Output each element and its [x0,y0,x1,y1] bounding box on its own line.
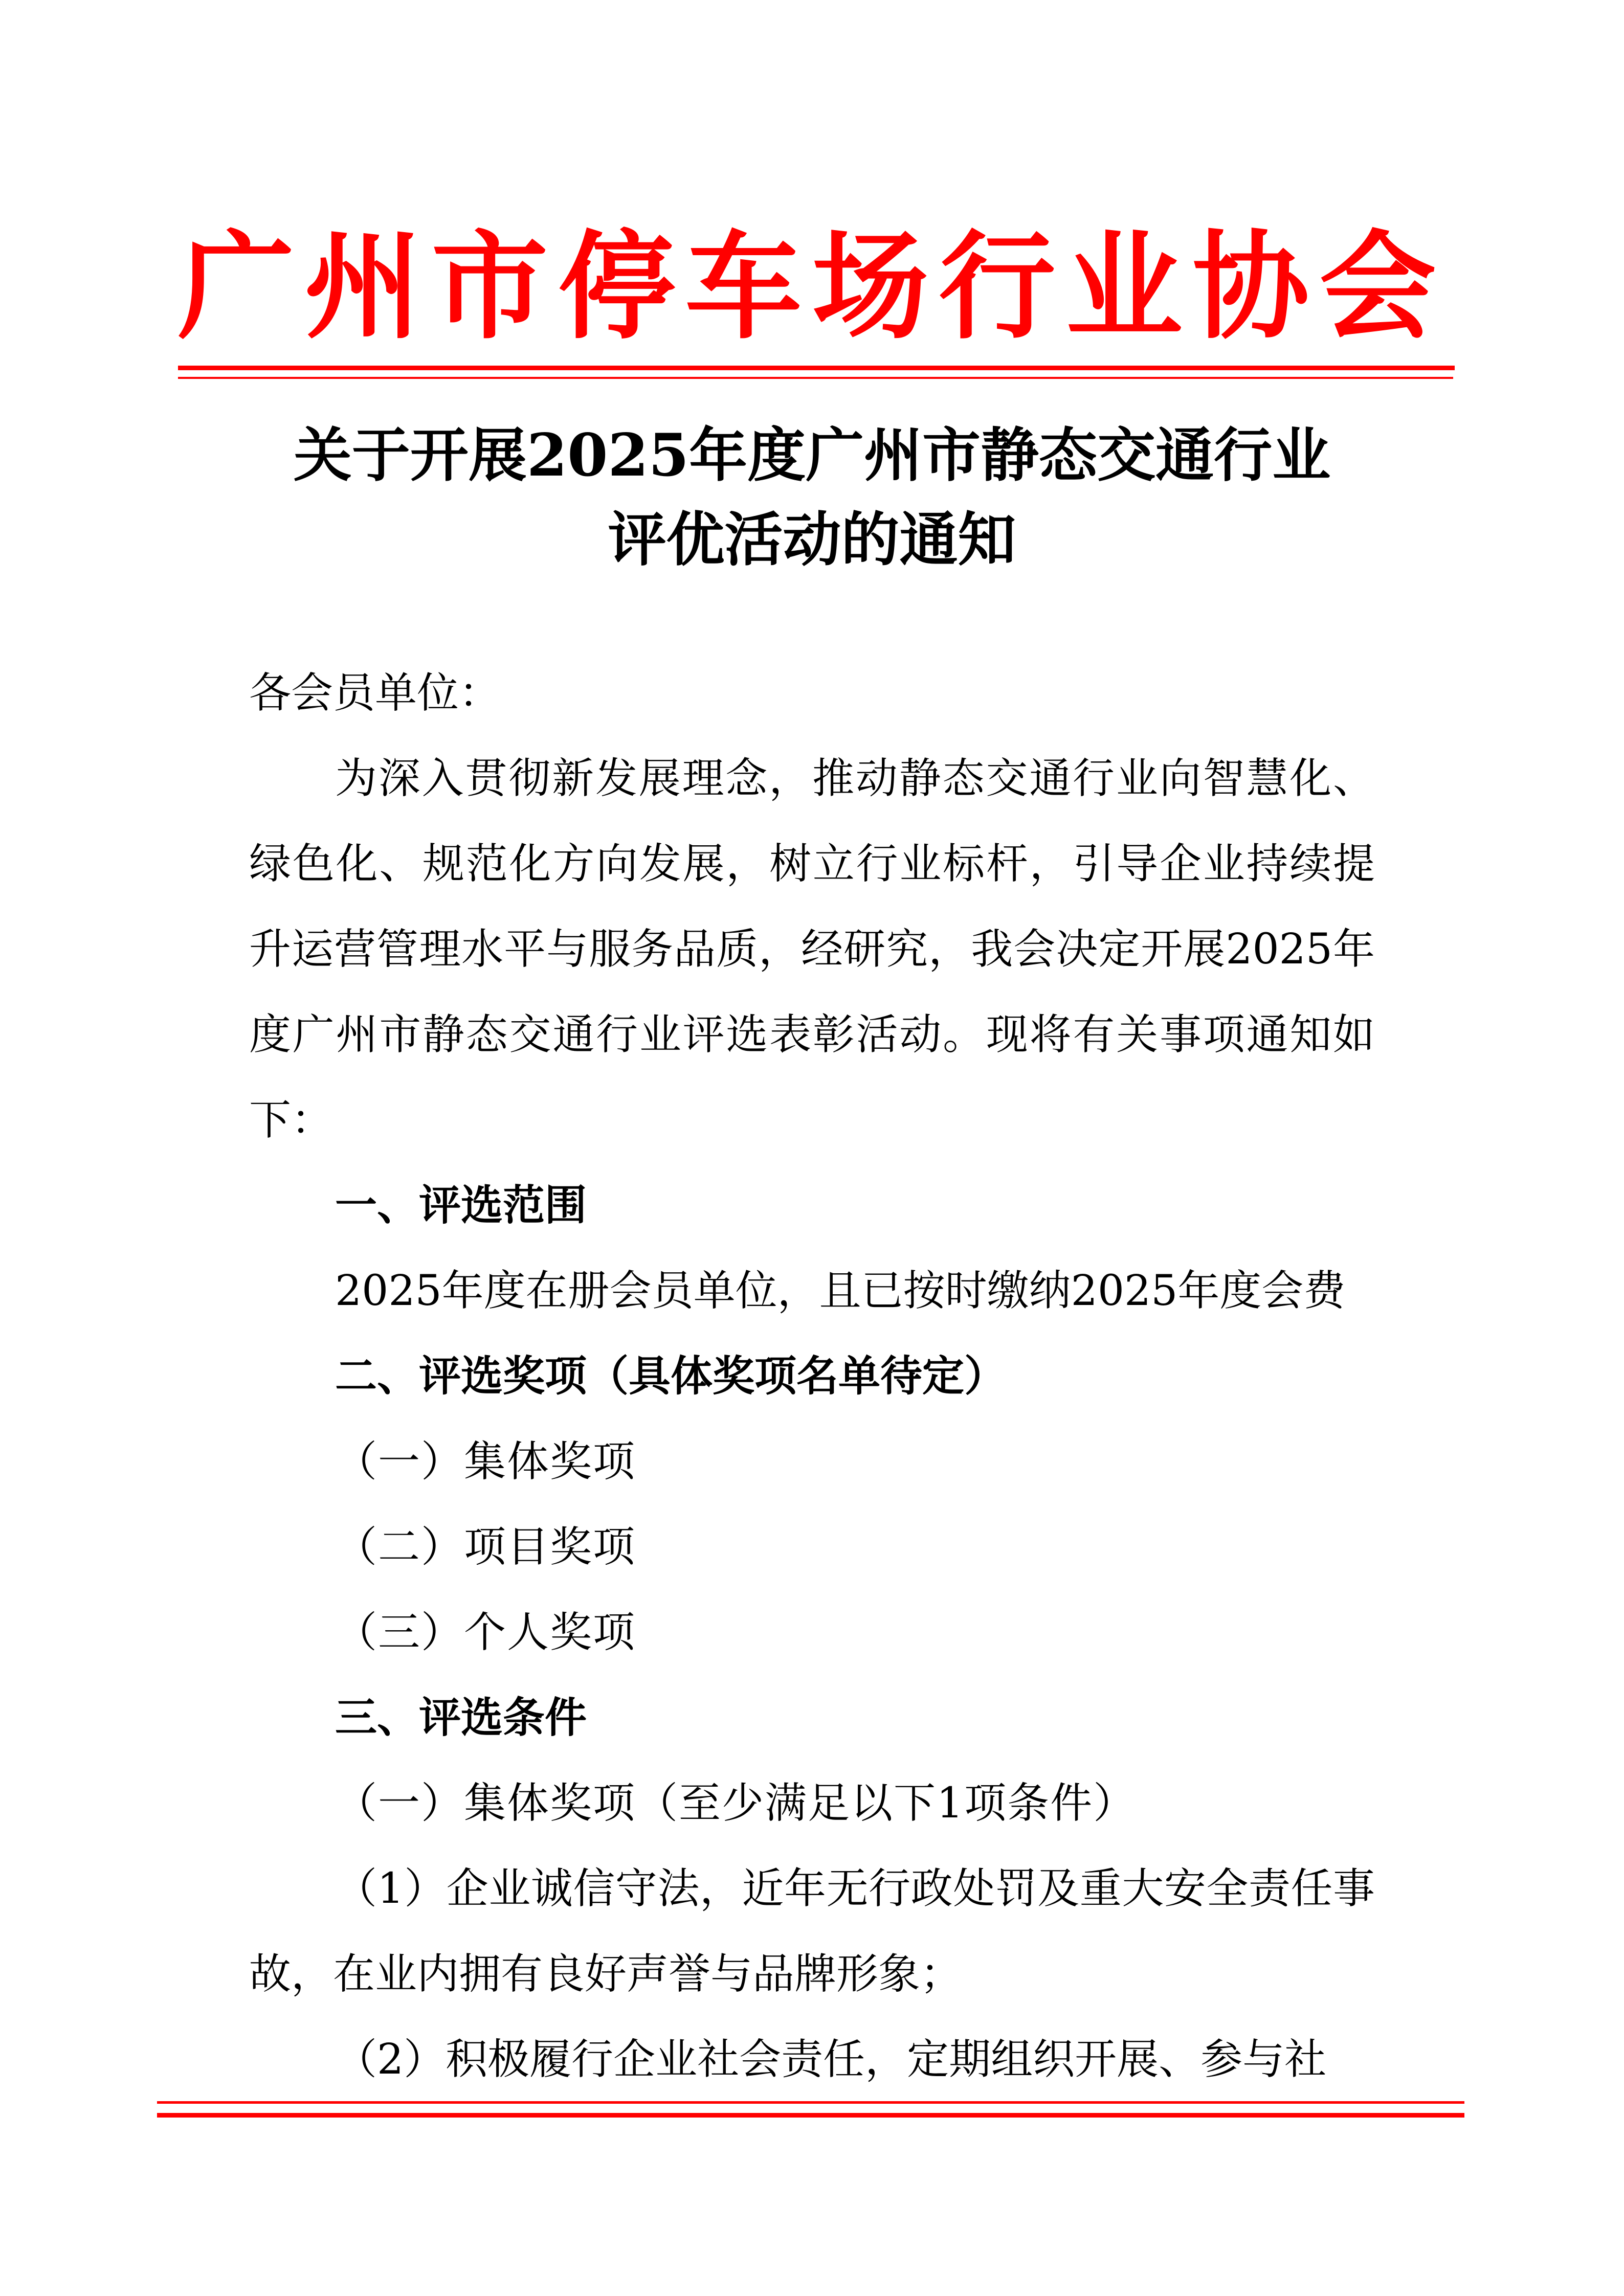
section-heading-scope: 一、评选范围 [335,1181,587,1230]
section-heading-awards: 二、评选奖项（具体奖项名单待定） [335,1352,1007,1401]
condition-item-2: （2）积极履行企业社会责任，定期组织开展、参与社 [335,2035,1327,2084]
document-body [249,650,1375,2102]
award-item-individual: （三）个人奖项 [335,1608,636,1657]
salutation: 各会员单位： [249,669,501,717]
document-title-line-2: 评优活动的通知 [608,505,1016,574]
award-item-collective: （一）集体奖项 [335,1437,636,1486]
award-item-project: （二）项目奖项 [335,1523,636,1571]
document-title-line-1: 关于开展2025年度广州市静态交通行业 [293,421,1331,489]
scope-paragraph: 2025年度在册会员单位，且已按时缴纳2025年度会费 [335,1267,1346,1315]
footer-rule-thin [157,2101,1464,2104]
intro-paragraph: 为深入贯彻新发展理念，推动静态交通行业向智慧化、绿色化、规范化方向发展，树立行业标杆，引导企业持续提升运营管理水平与服务品质，经研究，我会决定开展2025年度广州市静态交通行业评选表彰活动。现将有关事项通知如下： [249,754,1375,1144]
letterhead-org-name: 广州市停车场行业协会 [177,218,1447,355]
footer-rule-thick [157,2113,1464,2118]
letterhead-rule-thick [178,366,1455,370]
conditions-subheading-collective: （一）集体奖项（至少满足以下1项条件） [335,1779,1137,1828]
condition-item-1: （1）企业诚信守法，近年无行政处罚及重大安全责任事故，在业内拥有良好声誉与品牌形象； [249,1864,1375,1998]
letterhead-rule-thin [178,377,1453,379]
section-heading-conditions: 三、评选条件 [335,1693,587,1742]
